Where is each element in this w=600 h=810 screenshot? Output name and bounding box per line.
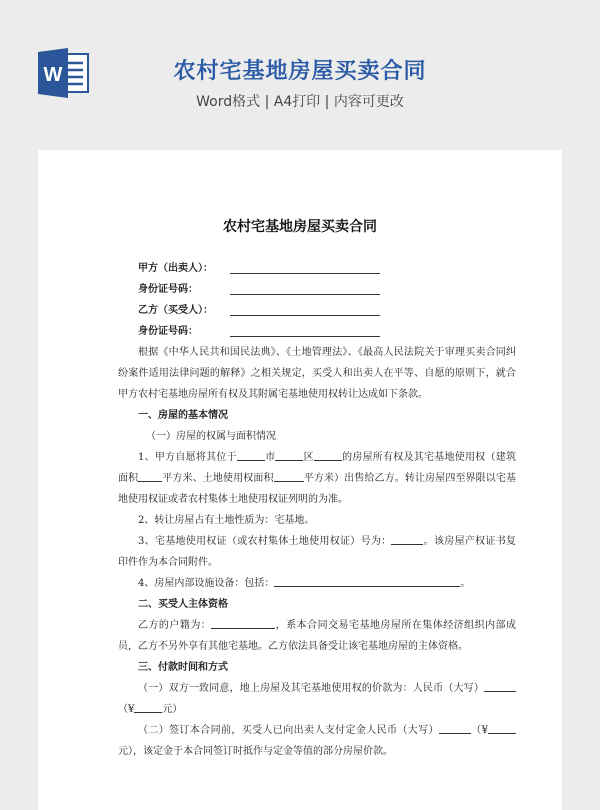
banner-title: 农村宅基地房屋买卖合同	[173, 59, 427, 84]
fill-blank	[314, 449, 342, 461]
clause-text: 元）	[162, 704, 183, 715]
party-seller-id	[118, 279, 516, 300]
fill-blank	[439, 722, 471, 734]
party-label: 乙方（买受人）：	[138, 305, 213, 316]
clause-text: 1、甲方自愿将其位于	[138, 452, 237, 463]
document-page	[38, 150, 562, 810]
clause-text: （¥	[470, 725, 488, 736]
fill-blank	[138, 470, 162, 482]
fill-blank	[275, 449, 303, 461]
fill-blank	[484, 680, 516, 692]
section-heading: 二、买受人主体资格	[138, 599, 228, 610]
party-buyer-id	[118, 321, 516, 342]
buyer-qualification	[118, 615, 516, 657]
fill-blank	[488, 722, 516, 734]
banner-subtitle: Word格式 | A4打印 | 内容可更改	[196, 94, 404, 110]
clause-text: （一）双方一致同意，地上房屋及其宅基地使用权的价款为：人民币（大写）	[138, 683, 484, 694]
clause-text: 元），该定金于本合同签订时抵作与定金等值的部分房屋价款。	[118, 746, 393, 757]
clause-3	[118, 531, 516, 573]
payment-clause-1	[118, 678, 516, 720]
section-heading: 三、付款时间和方式	[138, 662, 228, 673]
payment-clause-2	[118, 720, 516, 762]
party-seller	[118, 258, 516, 279]
clause-1	[118, 447, 516, 510]
clause-text: 平方米）出售给乙方。转让房屋四至界限以宅基地使用权证或者农村集体土地使用权证列明的为准。	[118, 473, 517, 505]
intro-paragraph: 根据《中华人民共和国民法典》、《土地管理法》、《最高人民法院关于审理买卖合同纠纷案件适用法律问题的解释》之相关规定，买受人和出卖人在平等、自愿的原则下，就合甲方农村宅基地房屋所有权及其附属宅基地使用权转让达成如下条款。	[118, 347, 516, 400]
clause-text: 3、宅基地使用权证（或农村集体土地使用权证）号为：	[138, 536, 392, 547]
fill-line	[230, 294, 380, 295]
subsection-heading: （一）房屋的权属与面积情况	[146, 431, 276, 442]
fill-blank	[274, 575, 460, 587]
clause-text: 。该房屋产权证书复印件作为本合同附件。	[118, 536, 517, 568]
fill-blank	[134, 701, 162, 713]
clause-text: 市	[264, 452, 276, 463]
section-heading: 一、房屋的基本情况	[138, 410, 228, 421]
clause-text: 区	[303, 452, 314, 463]
clause-text: 4、房屋内部设施设备：包括：	[138, 578, 275, 589]
party-label: 身份证号码：	[138, 326, 198, 337]
clause-text: ，系本合同交易宅基地房屋所在集体经济组织内部成员，乙方不另外享有其他宅基地。乙方依法具备受让该宅基地房屋的主体资格。	[118, 620, 517, 652]
fill-blank	[237, 449, 265, 461]
fill-blank	[391, 533, 423, 545]
party-buyer	[118, 300, 516, 321]
document-body	[118, 258, 516, 762]
clause-2: 2、转让房屋占有土地性质为：宅基地。	[138, 515, 315, 526]
clause-4	[118, 573, 516, 594]
fill-line	[230, 273, 380, 274]
party-label: 甲方（出卖人）：	[138, 263, 213, 274]
document-title: 农村宅基地房屋买卖合同	[223, 219, 377, 235]
party-label: 身份证号码：	[138, 284, 198, 295]
clause-text: 的房屋所有权及其宅基地使用权（建筑面积	[118, 452, 517, 484]
clause-text: 乙方的户籍为：	[138, 620, 212, 631]
clause-text: （¥	[118, 704, 135, 715]
word-icon-letter: W	[43, 64, 63, 86]
header-banner	[0, 0, 600, 150]
fill-blank	[274, 470, 304, 482]
fill-line	[230, 336, 380, 337]
clause-text: 。	[460, 578, 471, 589]
clause-text: （二）签订本合同前，买受人已向出卖人支付定金人民币（大写）	[138, 725, 439, 736]
clause-text: 平方米、土地使用权面积	[162, 473, 274, 484]
fill-line	[230, 315, 380, 316]
fill-blank	[211, 617, 275, 629]
